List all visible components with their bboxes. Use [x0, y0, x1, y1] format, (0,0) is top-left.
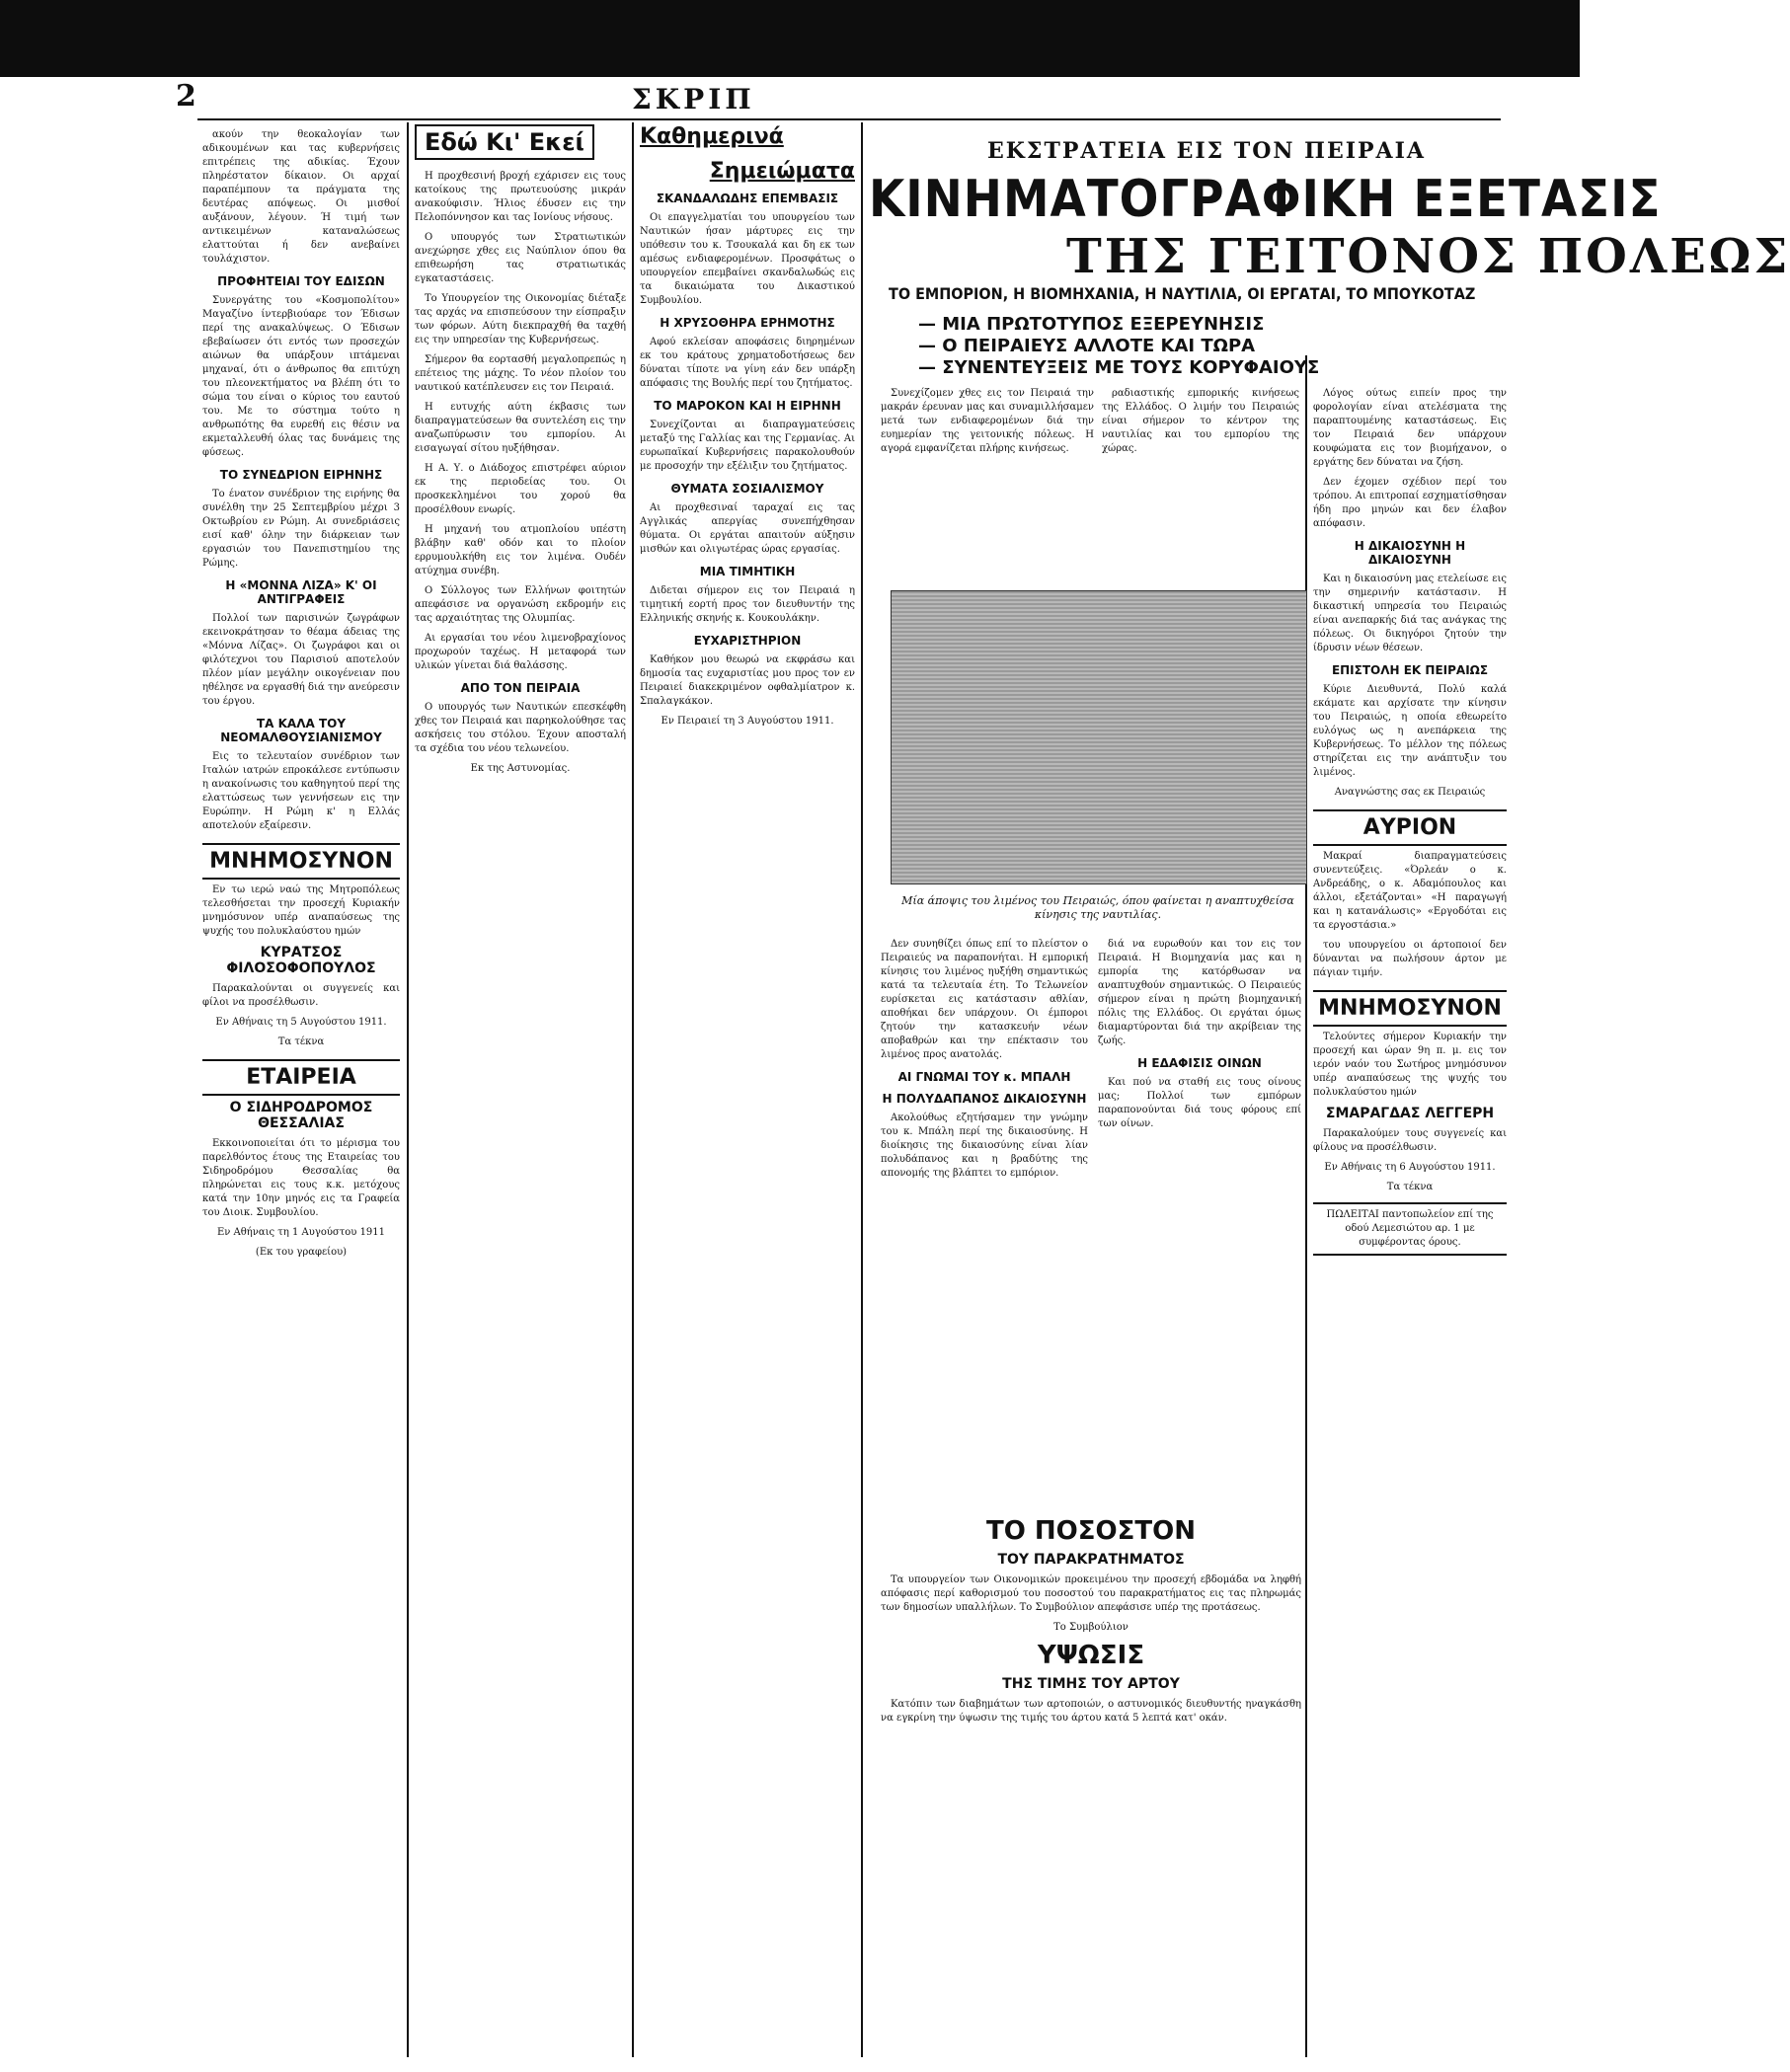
- news-item: Η ευτυχής αύτη έκβασις των διαπραγματεύσεων θα συντελέση εις την αναζωπύρωσιν του εμπορίου. Αι εισαγωγαί σίτου ηυξήθησαν.: [415, 402, 626, 454]
- section-heading: ΕΠΙΣΤΟΛΗ ΕΚ ΠΕΙΡΑΙΩΣ: [1331, 663, 1489, 677]
- memorial-close: Παρακαλούνται οι συγγενείς και φίλοι να προσέλθωσιν.: [202, 983, 400, 1008]
- classified-ad-text: ΠΩΛΕΙΤΑΙ παντοπωλείον επί της οδού Λεμεσιώτου αρ. 1 με συμφέροντας όρους.: [1326, 1209, 1494, 1248]
- feature-lead-text: ραδιαστικής εμπορικής κινήσεως της Ελλάδος. Ο λιμήν του Πειραιώς είναι σήμερον το κέντρον της ναυτιλίας και του εμπορίου της χώρας.: [1102, 388, 1299, 454]
- section-heading: ΤΟ ΣΥΝΕΔΡΙΟΝ ΕΙΡΗΝΗΣ: [219, 468, 383, 482]
- section-heading: ΠΡΟΦΗΤΕΙΑΙ ΤΟΥ ΕΔΙΣΩΝ: [217, 274, 385, 288]
- memorial-date: Εν Αθήναις τη 6 Αυγούστου 1911.: [1324, 1162, 1496, 1173]
- pososto-text: Τα υπουργείον των Οικονομικών προκειμένου την προσεχή εβδομάδα να ληφθή απόφασις περί καθορισμού του ποσοστού του παρακρατήματος εις τας πληρωμάς των δημοσίων υπαλλήλων. Το Συμβούλιον απεφάσισε υπέρ της προτάσεως.: [881, 1574, 1301, 1613]
- article-text: Μακραί διαπραγματεύσεις συνεντεύξεις. «Όρλεάν ο κ. Ανδρεάδης, ο κ. Αδαμόπουλος και άλλοι, εξετάζονται» «Η παραγωγή και η κατανάλωσις» «Εργοδόται εις τα εργοστάσια.»: [1313, 851, 1507, 931]
- article-text: Και η δικαιοσύνη μας ετελείωσε εις την σημερινήν κατάστασιν. Η δικαστική υπηρεσία του Πειραιώς είναι ανεπαρκής διά τας ανάγκας της πόλεως. Οι δικηγόροι ζητούν την ίδρυσιν νέων θέσεων.: [1313, 574, 1507, 653]
- news-item: Η προχθεσινή βροχή εχάρισεν εις τους κατοίκους της πρωτευούσης μικράν ανακούφισιν. Ήλιος έδυσεν εις την Πελοπόννησον και τας Ιονίους νήσους.: [415, 171, 626, 223]
- column-heading-edo-kiekei: Εδώ Κι' Εκεί: [415, 124, 594, 160]
- article-text: του υπουργείου οι άρτοποιοί δεν δύνανται να πωλήσουν άρτον με πάγιαν τιμήν.: [1313, 940, 1507, 978]
- section-heading: Η ΠΟΛΥΔΑΠΑΝΟΣ ΔΙΚΑΙΟΣΥΝΗ: [882, 1092, 1087, 1106]
- section-heading: ΑΙ ΓΝΩΜΑΙ ΤΟΥ κ. ΜΠΑΛΗ: [897, 1070, 1071, 1084]
- article-text: Καθήκον μου θεωρώ να εκφράσω και δημοσία τας ευχαριστίας μου προς τον εν Πειραιεί διακεκριμένον οφθαλμίατρον κ. Σπαλαγκάκον.: [640, 654, 855, 707]
- feature-body-text: Δεν συνηθίζει όπως επί το πλείστον ο Πειραιεύς να παραπονήται. Η εμπορική κίνησις του λιμένος ηυξήθη σημαντικώς κατά τα τελευταία έτη. Το Τελωνείον ευρίσκεται εις κατάστασιν αθλίαν, αποθήκαι δεν υπάρχουν. Οι έμποροι ζητούν την κατασκευήν νέων αποβαθρών και την επέκτασιν του λιμένος προς ανατολάς.: [881, 939, 1088, 1060]
- classified-ad: [1313, 1202, 1507, 1256]
- page-number: 2: [176, 79, 196, 114]
- article-text: Λόγος ούτως ειπείν προς την φορολογίαν είναι ατελέσματα της παραπτουμένης καταστάσεως. Εις τον Πειραιά δεν υπάρχουν κουφώματα εις τον βιομήχανον, ο εργάτης δεν δύναται να ζήση.: [1313, 388, 1507, 468]
- section-heading: ΘΥΜΑΤΑ ΣΟΣΙΑΛΙΣΜΟΥ: [670, 482, 824, 496]
- feature-title: ΚΙΝΗΜΑΤΟΓΡΑΦΙΚΗ ΕΞΕΤΑΣΙΣ: [869, 170, 1662, 229]
- feature-kicker: ΕΚΣΤΡΑΤΕΙΑ ΕΙΣ ΤΟΝ ΠΕΙΡΑΙΑ: [987, 138, 1426, 164]
- article-text: Εις το τελευταίον συνέδριον των Ιταλών ιατρών επροκάλεσε εντύπωσιν η ανακοίνωσις του καθηγητού περί της ελαττώσεως των γεννήσεων εις την Ευρώπην. Η Ρώμη κ' η Ελλάς αποτελούν εξαίρεσιν.: [202, 751, 400, 831]
- news-close: Εκ της Αστυνομίας.: [470, 763, 571, 774]
- section-heading: ΣΚΑΝΔΑΛΩΔΗΣ ΕΠΕΜΒΑΣΙΣ: [656, 192, 839, 205]
- news-item: Ο υπουργός των Ναυτικών επεσκέφθη χθες τον Πειραιά και παρηκολούθησε τας ασκήσεις του στόλου. Έχουν αποσταλή τα σχέδια του νέου τελωνείου.: [415, 702, 626, 754]
- company-subtitle: Ο ΣΙΔΗΡΟΔΡΟΜΟΣ ΘΕΣΣΑΛΙΑΣ: [229, 1100, 373, 1131]
- feature-body-text: Και πού να σταθή εις τους οίνους μας; Πολλοί των εμπόρων παραπονούνται διά τους φόρους επί των οίνων.: [1098, 1077, 1301, 1129]
- feature-body-right: [1098, 938, 1301, 1510]
- article-text: Το ένατον συνέδριον της ειρήνης θα συνέλθη την 25 Σεπτεμβρίου μέχρι 3 Οκτωβρίου εν Ρώμη. Αι συνεδριάσεις εισί καθ' όλην την διάρκειαν των εργασιών του Πανεπιστημίου της Ρώμης.: [202, 489, 400, 569]
- pososto-subheading: ΤΟΥ ΠΑΡΑΚΡΑΤΗΜΑΤΟΣ: [997, 1552, 1185, 1568]
- company-title: ΕΤΑΙΡΕΙΑ: [202, 1059, 400, 1096]
- photo-caption: Μία άποψις του λιμένος του Πειραιώς, όπου φαίνεται η αναπτυχθείσα κίνησις της ναυτιλίας.: [901, 894, 1294, 921]
- feature-lead-text: Συνεχίζομεν χθες εις τον Πειραιά την μακράν έρευναν μας και συναμιλλήσαμεν μετά των ενδιαφερομένων διά την ευημερίαν της γειτονικής πόλεως. Η αγορά εμφανίζεται πλήρης κινήσεως.: [881, 388, 1094, 454]
- top-dark-band: [0, 0, 1580, 77]
- column-rule: [861, 122, 863, 2057]
- column-3: [640, 124, 855, 2053]
- section-heading: ΤΑ ΚΑΛΑ ΤΟΥ ΝΕΟΜΑΛΘΟΥΣΙΑΝΙΣΜΟΥ: [220, 717, 382, 744]
- feature-bullet: — ΣΥΝΕΝΤΕΥΞΕΙΣ ΜΕ ΤΟΥΣ ΚΟΡΥΦΑΙΟΥΣ: [918, 357, 1320, 378]
- article-text: Κύριε Διευθυντά, Πολύ καλά εκάματε και αρχίσατε την κίνησιν του Πειραιώς, η οποία εθεωρείτο ευλόγως ως η ανεπάρκεια της Κυβερνήσεως. Το μέλλον της πόλεως στηρίζεται εις την ανάπτυξιν του λιμένος.: [1313, 684, 1507, 778]
- feature-lower: [881, 1510, 1301, 2053]
- section-heading: ΜΙΑ ΤΙΜΗΤΙΚΗ: [699, 565, 796, 578]
- letter-signature: Αναγνώστης σας εκ Πειραιώς: [1334, 787, 1486, 798]
- news-item: Η Α. Υ. ο Διάδοχος επιστρέφει αύριον εκ της περιοδείας του. Οι προσκεκλημένοι του χορού θα προσέλθουν ενωρίς.: [415, 463, 626, 515]
- news-item: Η μηχανή του ατμοπλοίου υπέστη βλάβην καθ' οδόν και το πλοίον ερρυμουλκήθη εις τον λιμένα. Ουδέν ατύχημα συνέβη.: [415, 524, 626, 576]
- company-date: Εν Αθήναις τη 1 Αυγούστου 1911: [216, 1227, 386, 1238]
- masthead: ΣΚΡΙΠ: [632, 83, 755, 115]
- article-text: Συνεχίζονται αι διαπραγματεύσεις μεταξύ της Γαλλίας και της Γερμανίας. Αι ευρωπαϊκαί Κυβερνήσεις παρακολουθούν με προσοχήν την εξέλιξιν του ζητήματος.: [640, 420, 855, 472]
- feature-title-2: ΤΗΣ ΓΕΙΤΟΝΟΣ ΠΟΛΕΩΣ: [1066, 229, 1790, 284]
- section-heading-avrion: ΑΥΡΙΟΝ: [1313, 809, 1507, 846]
- article-date: Εν Πειραιεί τη 3 Αυγούστου 1911.: [661, 716, 834, 727]
- column-1: [202, 128, 400, 2053]
- feature-lead-right: [1102, 387, 1299, 584]
- news-item: Ο Σύλλογος των Ελλήνων φοιτητών απεφάσισε να οργανώση εκδρομήν εις τας αρχαιότητας της Ολυμπίας.: [415, 585, 626, 624]
- article-text: Οι επαγγελματίαι του υπουργείου των Ναυτικών ήσαν μάρτυρες εις την υπόθεσιν του κ. Τσουκαλά και δη εκ των αμέσως ενδιαφερομένων. Προσφάτως ο υπουργείον επεμβαίνει σκανδαλωδώς εις τα δικαιώματα του Δικαστικού Συμβουλίου.: [640, 212, 855, 306]
- news-item: Ο υπουργός των Στρατιωτικών ανεχώρησε χθες εις Ναύπλιον όπου θα επιθεωρήση τας στρατιωτικάς εγκαταστάσεις.: [415, 232, 626, 284]
- feature-lead-left: [881, 387, 1094, 584]
- column-rule: [407, 122, 409, 2057]
- memorial-signature: Τα τέκνα: [277, 1036, 325, 1047]
- news-item: Σήμερον θα εορτασθή μεγαλοπρεπώς η επέτειος της μάχης. Το νέον πλοίον του ναυτικού κατέπλευσεν εις τον Πειραιά.: [415, 354, 626, 393]
- section-heading: ΕΥΧΑΡΙΣΤΗΡΙΟΝ: [693, 634, 802, 648]
- section-heading: Η ΔΙΚΑΙΟΣΥΝΗ Η ΔΙΚΑΙΟΣΥΝΗ: [1354, 539, 1466, 567]
- memorial-text: Εν τω ιερώ ναώ της Μητροπόλεως τελεσθήσεται την προσεχή Κυριακήν μνημόσυνον υπέρ αναπαύσεως της ψυχής του πολυκλαύστου ημών: [202, 884, 400, 937]
- section-heading: Η ΕΔΑΦΙΣΙΣ ΟΙΝΩΝ: [1137, 1056, 1262, 1070]
- section-heading: ΑΠΟ ΤΟΝ ΠΕΙΡΑΙΑ: [460, 681, 581, 695]
- section-heading: ΤΟ ΜΑΡΟΚΟΝ ΚΑΙ Η ΕΙΡΗΝΗ: [654, 399, 841, 413]
- feature-subtitle: ΤΟ ΕΜΠΟΡΙΟΝ, Η ΒΙΟΜΗΧΑΝΙΑ, Η ΝΑΥΤΙΛΙΑ, ΟΙ ΕΡΓΑΤΑΙ, ΤΟ ΜΠΟΥΚΟΤΑΖ: [889, 284, 1476, 303]
- pososto-heading: ΤΟ ΠΟΣΟΣΤΟΝ: [986, 1516, 1196, 1546]
- company-source: (Εκ του γραφείου): [255, 1247, 348, 1258]
- news-item: Το Υπουργείον της Οικονομίας διέταξε τας αρχάς να επισπεύσουν την είσπραξιν των φόρων. Αύτη διεκπραχθή θα ταχθή εις την υπηρεσίαν της Κυβερνήσεως.: [415, 293, 626, 345]
- article-text: Συνεργάτης του «Κοσμοπολίτου» Μαγαζίνο ίντερβιούαρε τον Έδισων περί της ανακαλύψεως. Ο Έδισων εβεβαίωσεν ότι εντός των προσεχών αιώνων θα υπάρξουν ιπτάμεναι μηχαναί, ότι ο άνθρωπος θα επιτύχη του πλεονεκτήματος να βλέπη ότι το σώμα του είναι ο κύριος του εαυτού του. Με το σύστημα τούτο η ανθρωπότης θα ευρεθή εις θέσιν να εκμεταλλευθή όλας τας δυνάμεις της φύσεως.: [202, 295, 400, 458]
- feature-bullet: — Ο ΠΕΙΡΑΙΕΥΣ ΑΛΛΟΤΕ ΚΑΙ ΤΩΡΑ: [918, 336, 1256, 356]
- article-text: Αι προχθεσιναί ταραχαί εις τας Αγγλικάς απεργίας συνεπήχθησαν θύματα. Οι εργάται απαιτούν αύξησιν μισθών και ολιγωτέρας ώρας εργασίας.: [640, 502, 855, 555]
- ypsosis-subheading: ΤΗΣ ΤΙΜΗΣ ΤΟΥ ΑΡΤΟΥ: [1002, 1676, 1180, 1692]
- ypsosis-heading: ΥΨΩΣΙΣ: [1037, 1641, 1145, 1670]
- feature-body-left: [881, 938, 1088, 1382]
- memorial-signature: Τα τέκνα: [1386, 1182, 1434, 1192]
- feature-body-text: διά να ευρωθούν και τον εις τον Πειραιά. Η Βιομηχανία μας και η εμπορία της κατόρθωσαν να αναπτυχθούν σημαντικώς. Ο Πειραιεύς σήμερον είναι η πρώτη βιομηχανική πόλις της Ελλάδος. Οι εργάται όμως διαμαρτύρονται διά την ακρίβειαν της ζωής.: [1098, 939, 1301, 1046]
- memorial-date: Εν Αθήναις τη 5 Αυγούστου 1911.: [215, 1017, 387, 1028]
- memorial-title: ΜΝΗΜΟΣΥΝΟΝ: [202, 843, 400, 880]
- article-text: Δεν έχομεν σχέδιον περί του τρόπου. Αι επιτροπαί εσχηματίσθησαν ήδη προ μηνών και δεν έλαβον απόφασιν.: [1313, 477, 1507, 529]
- column-rule: [632, 122, 634, 2057]
- article-text: Πολλοί των παρισινών ζωγράφων εκεινοκράτησαν το θέαμα άδειας της «Μόννα Λίζας». Οι ζωγράφοι και οι φιλότεχνοι του Παρισιού αποτελούν πλέον μίαν μεγάλην οικογένειαν που ηθέλησε να εργασθή διά την ανεύρεσιν του έργου.: [202, 613, 400, 707]
- news-item: Αι εργασίαι του νέου λιμενοβραχίονος προχωρούν ταχέως. Η μεταφορά των υλικών γίνεται διά θαλάσσης.: [415, 633, 626, 671]
- column-2: [415, 124, 626, 2053]
- ypsosis-text: Κατόπιν των διαβημάτων των αρτοποιών, ο αστυνομικός διευθυντής ηναγκάσθη να εγκρίνη την ύψωσιν της τιμής του άρτου κατά 5 λεπτά κατ' οκάν.: [881, 1699, 1301, 1724]
- column-5: [1313, 387, 1507, 2055]
- feature-body-text: Ακολούθως εζητήσαμεν την γνώμην του κ. Μπάλη περί της δικαιοσύνης. Η διοίκησις της δικαιοσύνης είναι λίαν πολυδάπανος και η βραδύτης της απονομής της βλάπτει το εμπόριον.: [881, 1113, 1088, 1179]
- article-text: Αφού εκλείσαν αποφάσεις διηρημένων εκ του κράτους χρηματοδοτήσεως δεν δύναται τίποτε να γίνη εάν δεν υπάρξη απόφασις της Βουλής περί του ζητήματος.: [640, 337, 855, 389]
- column-heading-simeiomata: Σημειώματα: [709, 159, 855, 184]
- column-heading-kathimerina: Καθημερινά: [640, 124, 784, 149]
- article-text: Διδεται σήμερον εις τον Πειραιά η τιμητική εορτή προς τον διευθυντήν της Ελληνικής σκηνής κ. Κουκουλάκην.: [640, 585, 855, 624]
- masthead-rule: [197, 118, 1501, 120]
- section-heading: Η ΧΡΥΣΟΘΗΡΑ ΕΡΗΜΟΤΗΣ: [660, 316, 835, 330]
- memorial-text: Τελούντες σήμερον Κυριακήν την προσεχή και ώραν 9η π. μ. εις τον ιερόν ναόν του Σωτήρος μνημόσυνον υπέρ αναπαύσεως της ψυχής του πολυκλαύστου ημών: [1313, 1032, 1507, 1098]
- memorial-close: Παρακαλούμεν τους συγγενείς και φίλους να προσέλθωσιν.: [1313, 1128, 1507, 1153]
- pososto-signature: Το Συμβούλιον: [1053, 1622, 1128, 1633]
- memorial-title: ΜΝΗΜΟΣΥΝΟΝ: [1313, 990, 1507, 1027]
- harbor-photo: [891, 590, 1307, 884]
- section-heading: Η «ΜΟΝΝΑ ΛΙΖΑ» Κ' ΟΙ ΑΝΤΙΓΡΑΦΕΙΣ: [225, 578, 377, 606]
- intro-text: ακούν την θεοκαλογίαν των αδικουμένων και τας κυβερνήσεις επιτρέπεις της αδικίας. Έχουν πληρέστατον δίκαιον. Οι αρχαί παραπέμπουν τα πράγματα της δευτέρας απόψεως. Οι μισθοί αυξάνουν, λέγουν. Ή τιμή των αντικειμένων καταναλώσεως ελαττούται ή δεν ανεβαίνει τουλάχιστον.: [202, 129, 400, 265]
- memorial-name: ΚΥΡΑΤΣΟΣ ΦΙΛΟΣΟΦΟΠΟΥΛΟΣ: [226, 945, 376, 976]
- company-text: Εκκοινοποιείται ότι το μέρισμα του παρελθόντος έτους της Εταιρείας του Σιδηροδρόμου Θεσσαλίας θα πληρώνεται εις τους κ.κ. μετόχους κατά την 10ην μηνός εις τα Γραφεία του Διοικ. Συμβουλίου.: [202, 1138, 400, 1218]
- feature-bullet: — ΜΙΑ ΠΡΩΤΟΤΥΠΟΣ ΕΞΕΡΕΥΝΗΣΙΣ: [918, 314, 1265, 335]
- memorial-name: ΣΜΑΡΑΓΔΑΣ ΛΕΓΓΕΡΗ: [1325, 1106, 1495, 1121]
